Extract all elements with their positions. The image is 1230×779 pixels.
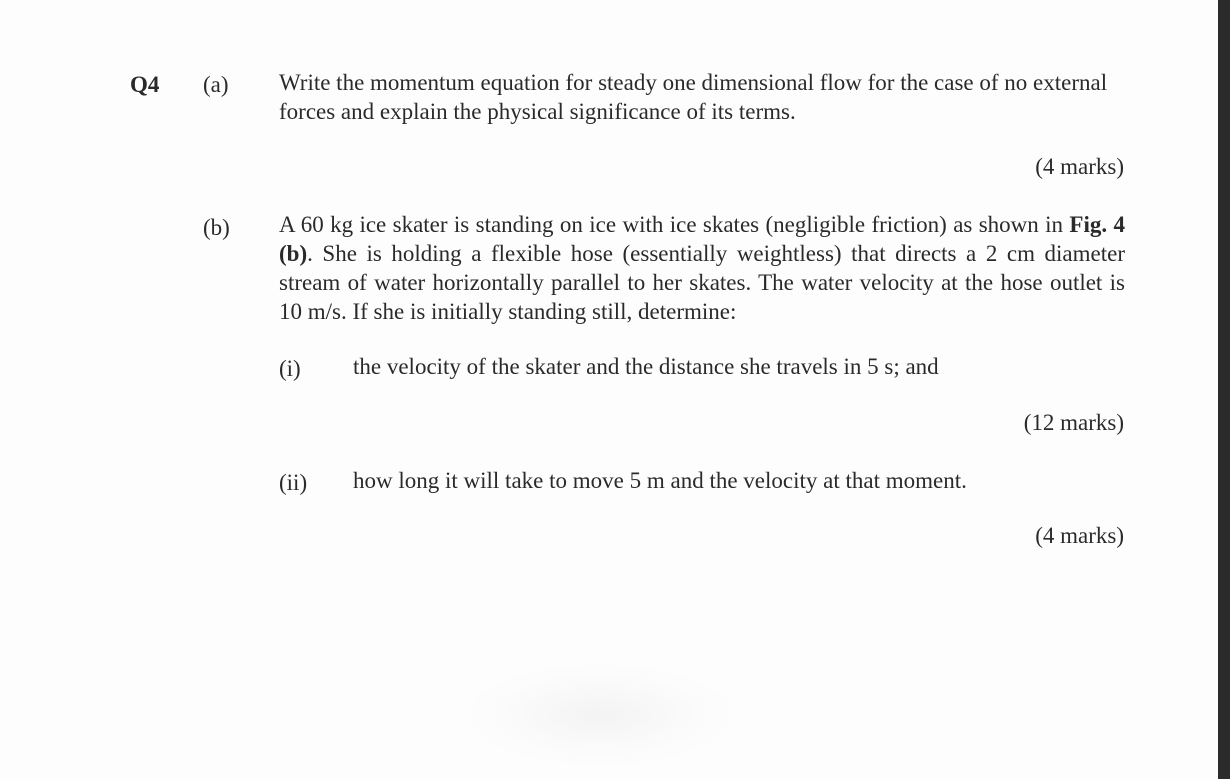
question-number: Q4	[130, 72, 160, 97]
sub-question-i-marks: (12 marks)	[1023, 410, 1124, 435]
part-a-label: (a)	[203, 72, 229, 97]
sub-question-ii-label: (ii)	[279, 470, 308, 495]
part-a-text: Write the momentum equation for steady one dimensional flow for the case of no external forces and explain the physical significance of its terms.	[279, 70, 1108, 124]
part-a-marks: (4 marks)	[1035, 154, 1124, 179]
scan-edge-bar	[1218, 0, 1230, 779]
bleed-through-smudge	[470, 665, 730, 765]
figure-reference: Fig. 4 (b)	[279, 212, 1125, 266]
part-b-text-end: . She is holding a flexible hose (essentially weightless) that directs a 2 cm diameter stream of water horizontally parallel to her skates. The water velocity at the hose outlet is 10 m/s. If she is initially standing still, determine:	[279, 241, 1125, 324]
part-b-text	[279, 210, 1125, 326]
part-b-label: (b)	[203, 215, 230, 240]
sub-question-ii-marks: (4 marks)	[1035, 523, 1124, 548]
part-b-text-start: A 60 kg ice skater is standing on ice with ice skates (negligible friction) as shown in	[279, 212, 1070, 237]
sub-question-i-text: the velocity of the skater and the distance she travels in 5 s; and	[353, 354, 939, 379]
sub-question-ii-text: how long it will take to move 5 m and the velocity at that moment.	[353, 468, 967, 493]
sub-question-i-label: (i)	[279, 356, 301, 381]
